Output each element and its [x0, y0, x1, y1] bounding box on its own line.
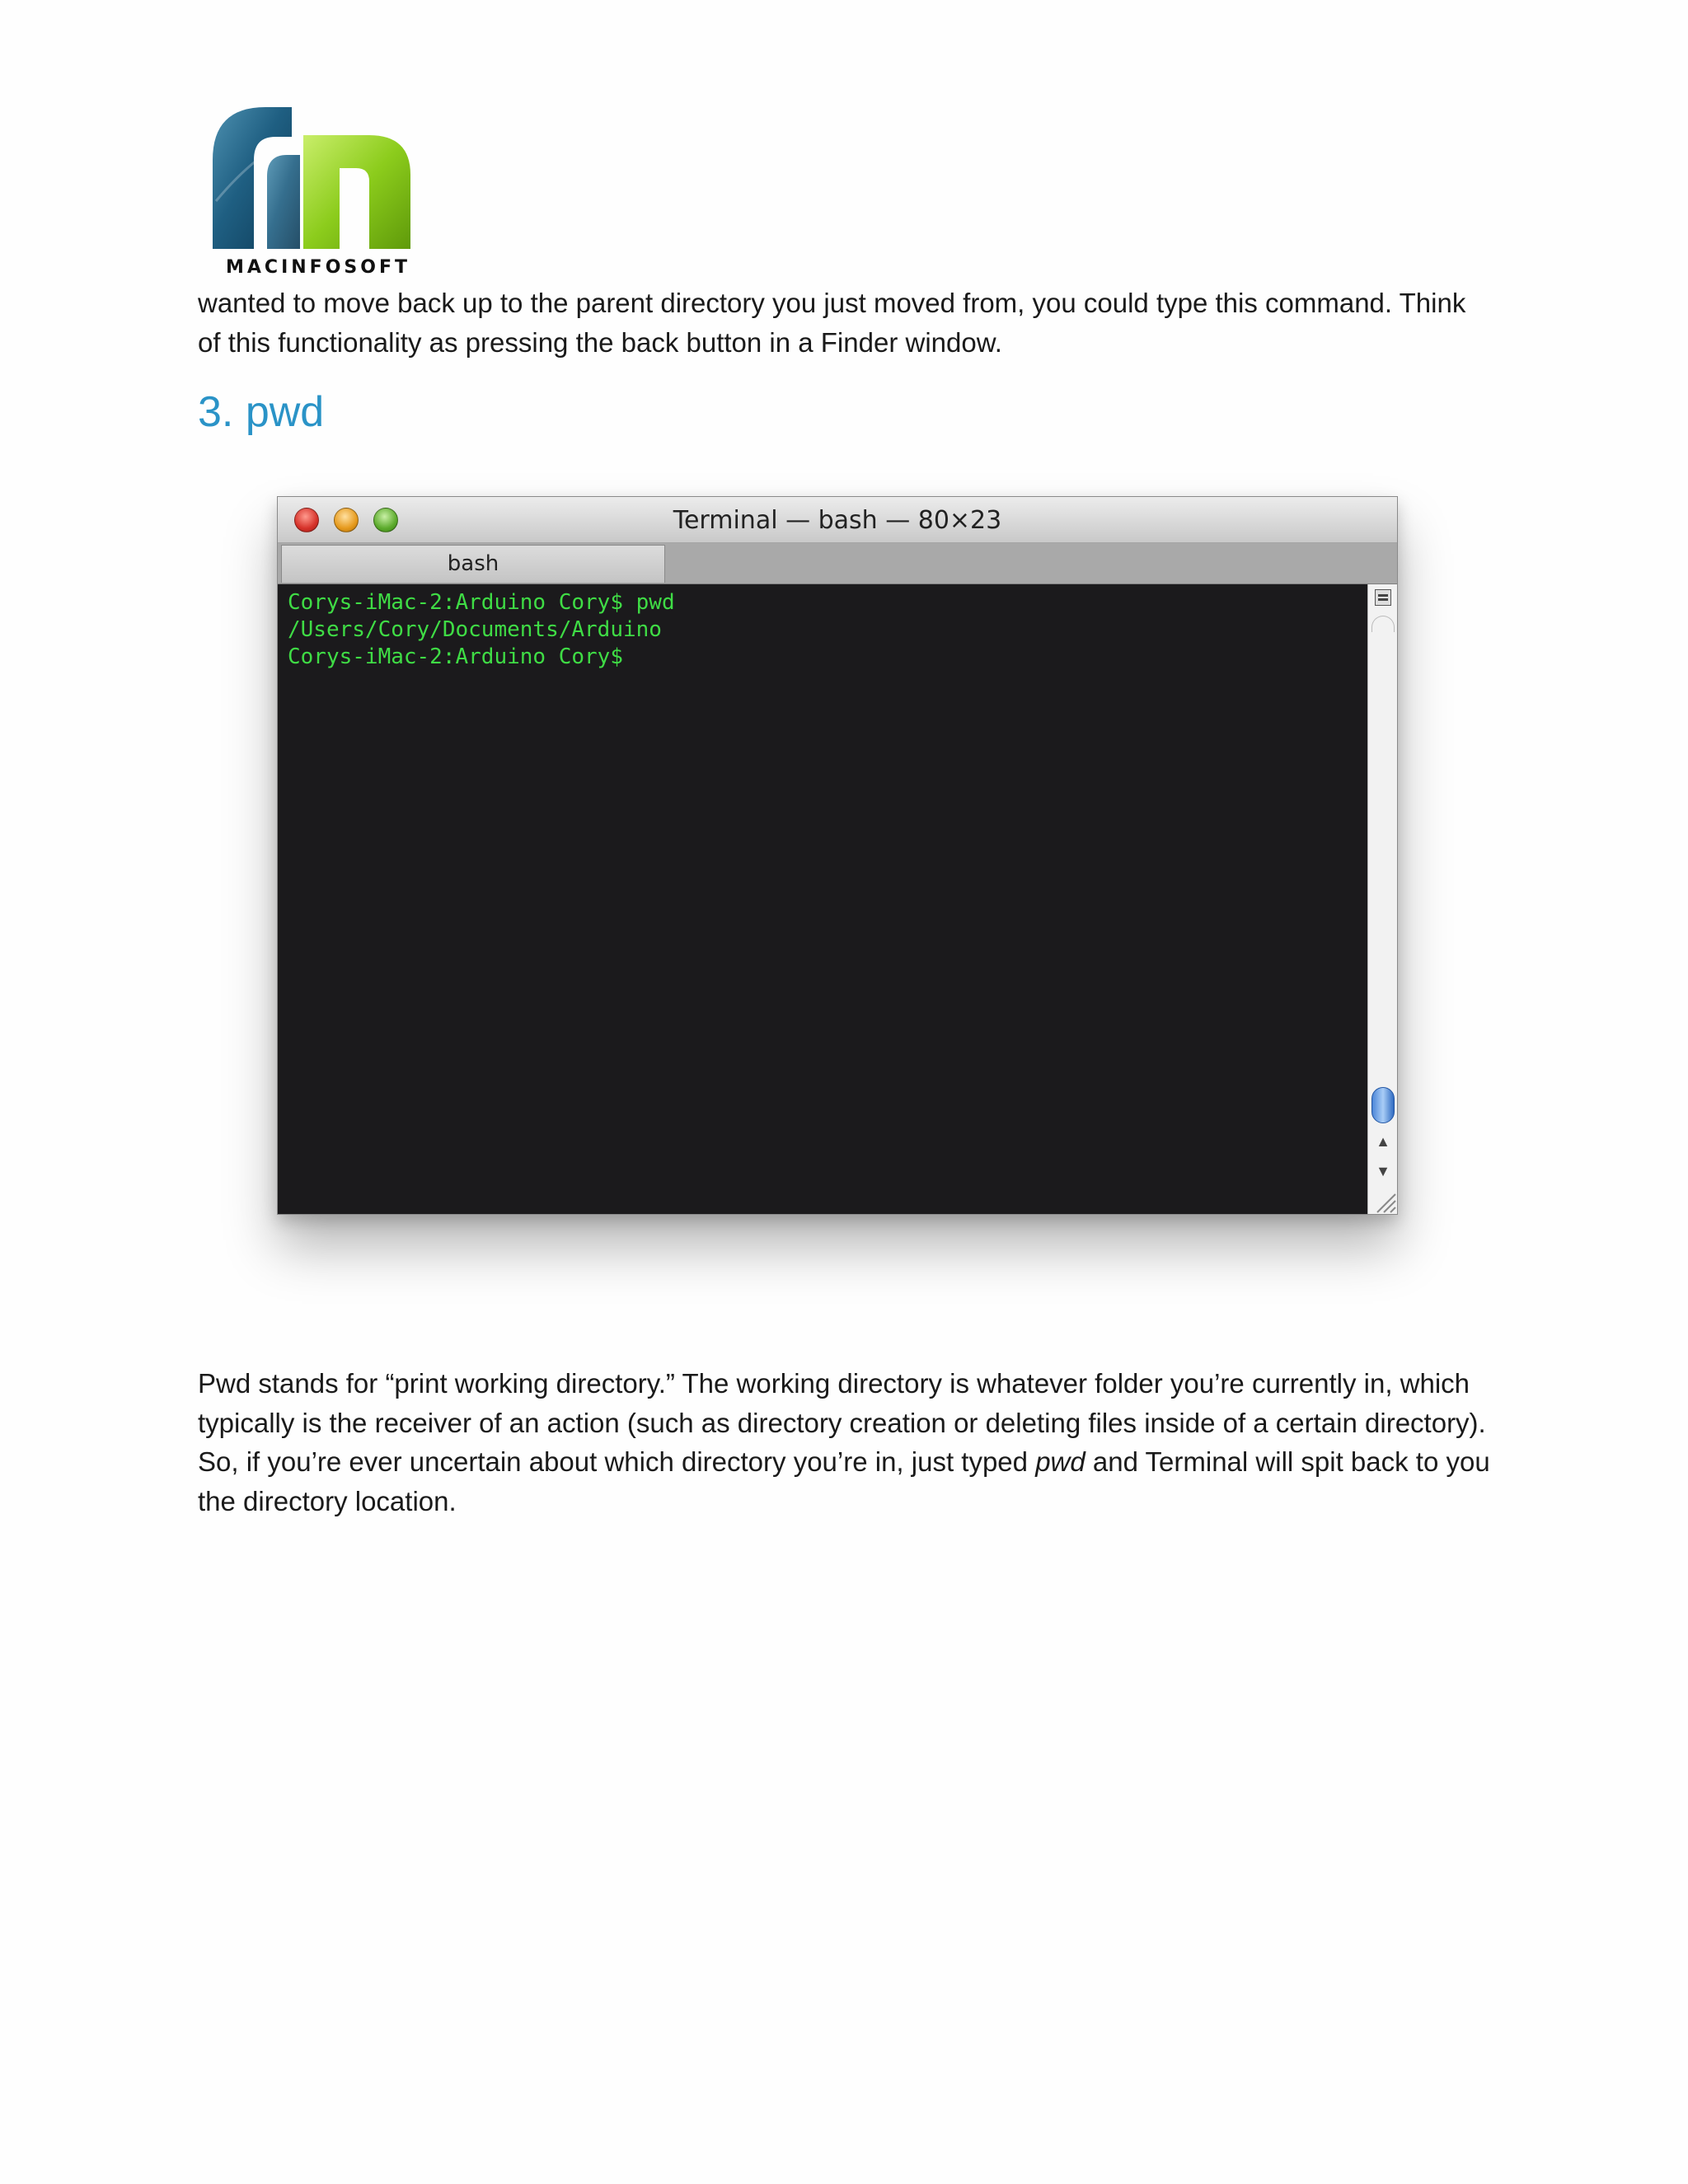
scroll-track-top	[1372, 616, 1395, 632]
description-text-end: and Terminal will spit back to you the directory location.	[198, 1446, 1490, 1516]
scroll-thumb[interactable]	[1372, 1087, 1395, 1123]
window-title: Terminal — bash — 80×23	[673, 506, 1002, 535]
tab-bash[interactable]: bash	[281, 545, 665, 583]
terminal-line: Corys-iMac-2:Arduino Cory$	[288, 644, 623, 669]
scroll-down-arrow-icon[interactable]: ▼	[1376, 1163, 1390, 1179]
terminal-output[interactable]	[288, 589, 1367, 671]
vertical-scrollbar[interactable]	[1367, 584, 1397, 1214]
section-heading: 3. pwd	[198, 388, 325, 436]
description-paragraph	[198, 1364, 1492, 1521]
terminal-line: Corys-iMac-2:Arduino Cory$ pwd	[288, 590, 675, 615]
macinfosoft-logo	[208, 102, 422, 280]
pwd-command-emphasis: pwd	[1035, 1446, 1085, 1477]
scroll-up-arrow-icon[interactable]: ▲	[1376, 1133, 1390, 1150]
intro-paragraph: wanted to move back up to the parent directory you just moved from, you could type this command. Think of this functionality as pressing the back button in a Finder window.	[198, 288, 1466, 358]
terminal-window	[277, 496, 1398, 1215]
terminal-line: /Users/Cory/Documents/Arduino	[288, 617, 662, 642]
split-pane-icon[interactable]	[1375, 589, 1391, 606]
resize-grip-icon[interactable]	[1371, 1191, 1397, 1214]
logo-mark-icon	[208, 102, 422, 259]
title-bar[interactable]	[278, 497, 1397, 543]
tab-bar	[278, 543, 1397, 584]
description-text: Pwd stands for “print working directory.” The working directory is whatever folder you’re currently in, which typically is the receiver of an action (such as directory creation or deleting files inside of a certain directory). So, if you’re ever uncertain about which directory you’re in, just typed	[198, 1368, 1486, 1477]
logo-wordmark: MACINFOSOFT	[226, 257, 410, 278]
